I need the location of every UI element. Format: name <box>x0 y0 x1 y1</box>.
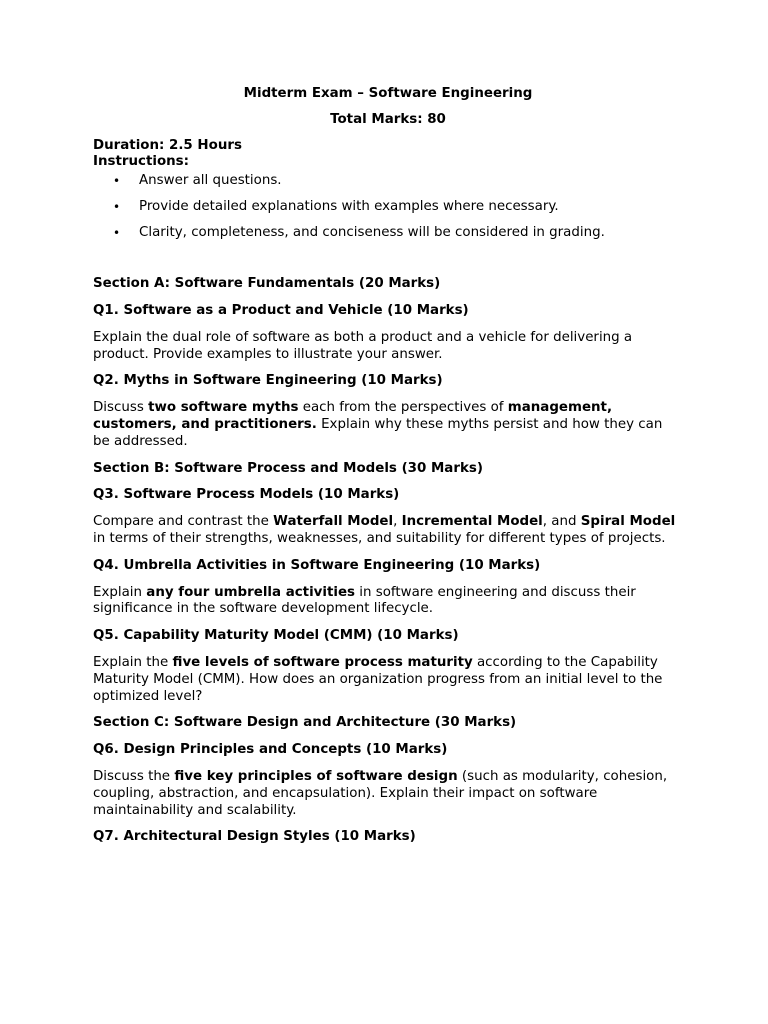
q7-heading: Q7. Architectural Design Styles (10 Marks) <box>93 829 416 845</box>
q5-text: Explain the five levels of software process maturity according to the Capability Maturity Model (CMM). How does an organization progress from an initial level to the optimized level? <box>93 654 663 704</box>
q5-heading: Q5. Capability Maturity Model (CMM) (10 Marks) <box>93 628 459 644</box>
q3-heading: Q3. Software Process Models (10 Marks) <box>93 487 400 503</box>
document-body <box>93 86 683 846</box>
section-b-heading: Section B: Software Process and Models (30 Marks) <box>93 460 483 476</box>
bullet-icon: • <box>113 200 121 215</box>
bullet-icon: • <box>113 174 121 189</box>
section-a-heading: Section A: Software Fundamentals (20 Marks) <box>93 276 441 292</box>
q3-text: Compare and contrast the Waterfall Model, Incremental Model, and Spiral Model in terms of their strengths, weaknesses, and suitability for different types of projects. <box>93 514 676 546</box>
q2-text: Discuss two software myths each from the perspectives of management, customers, and practitioners. Explain why these myths persist and how they can be addressed. <box>93 400 663 449</box>
duration-label: Duration: 2.5 Hours <box>93 137 242 153</box>
q2-heading: Q2. Myths in Software Engineering (10 Marks) <box>93 373 443 389</box>
instructions-heading: Instructions: <box>93 154 190 170</box>
instruction-text: Clarity, completeness, and conciseness will be considered in grading. <box>139 225 605 241</box>
instruction-text: Answer all questions. <box>139 173 282 189</box>
instruction-item <box>113 199 683 216</box>
exam-title: Midterm Exam – Software Engineering <box>243 86 533 101</box>
instructions-list <box>93 173 683 242</box>
q1-heading: Q1. Software as a Product and Vehicle (10 Marks) <box>93 302 469 318</box>
q6-heading: Q6. Design Principles and Concepts (10 Marks) <box>93 742 448 758</box>
instruction-item <box>113 225 683 242</box>
section-c-heading: Section C: Software Design and Architecture (30 Marks) <box>93 715 517 731</box>
q4-text: Explain any four umbrella activities in software engineering and discuss their significance in the software development lifecycle. <box>93 584 636 617</box>
q1-text: Explain the dual role of software as both a product and a vehicle for delivering a product. Provide examples to illustrate your answer. <box>93 329 633 362</box>
bullet-icon: • <box>113 226 121 241</box>
q4-heading: Q4. Umbrella Activities in Software Engineering (10 Marks) <box>93 557 541 573</box>
instruction-item <box>113 173 683 190</box>
q6-text: Discuss the five key principles of software design (such as modularity, cohesion, coupling, abstraction, and encapsulation). Explain their impact on software maintainability and scalability. <box>93 768 668 818</box>
total-marks: Total Marks: 80 <box>330 111 446 127</box>
instruction-text: Provide detailed explanations with examples where necessary. <box>139 199 559 215</box>
